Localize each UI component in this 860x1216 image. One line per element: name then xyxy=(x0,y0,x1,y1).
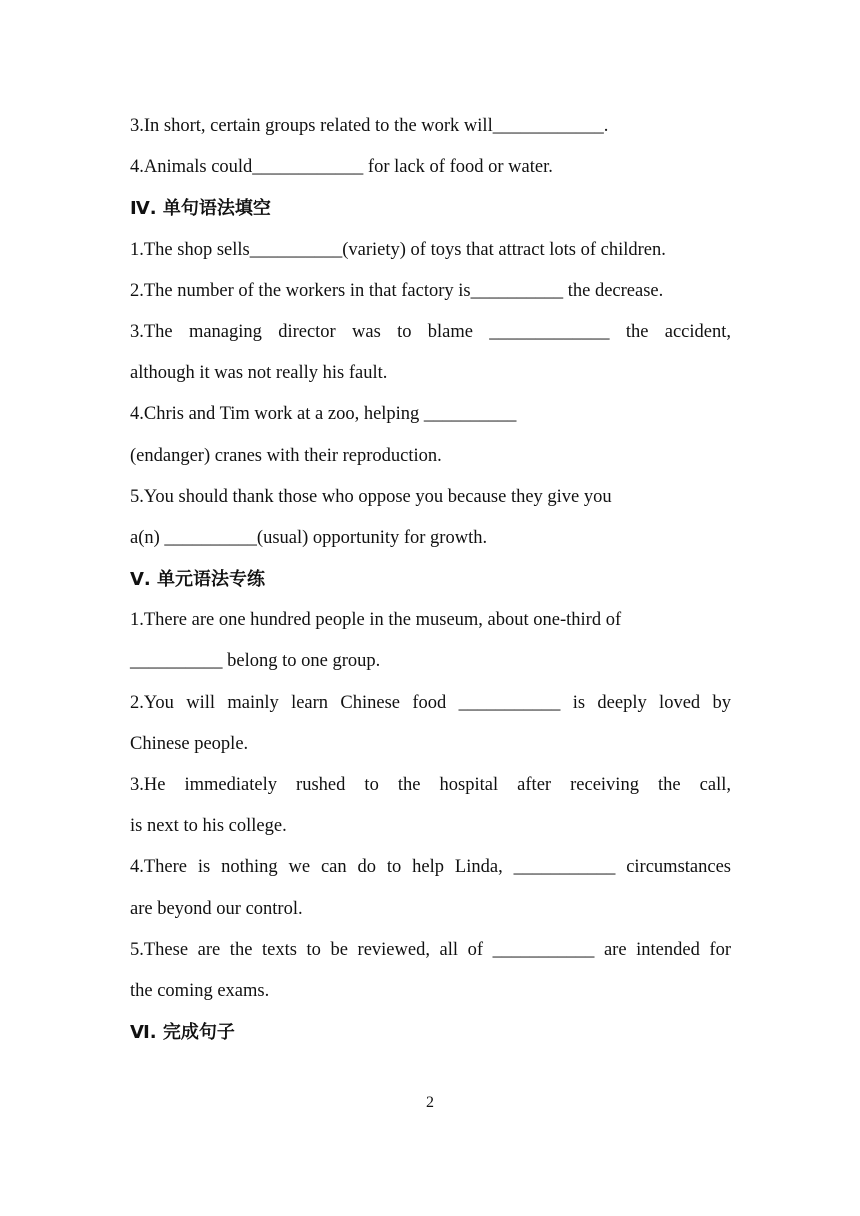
document-body xyxy=(130,106,731,1053)
exercise-line: __________ belong to one group. xyxy=(130,651,381,672)
exercise-line: is next to his college. xyxy=(130,816,287,837)
exercise-line: are beyond our control. xyxy=(130,898,303,919)
exercise-line: 5.You should thank those who oppose you because they give you xyxy=(130,486,612,507)
exercise-line: 1.The shop sells__________(variety) of toys that attract lots of children. xyxy=(130,239,666,260)
exercise-line: 3.In short, certain groups related to the work will____________. xyxy=(130,116,609,136)
exercise-line: 1.There are one hundred people in the museum, about one-third of xyxy=(130,610,622,631)
exercise-line: 3.He immediately rushed to the hospital after receiving the call, xyxy=(130,775,731,795)
exercise-line: 3.The managing director was to blame _____________ the accident, xyxy=(130,321,731,342)
section-heading: Ⅴ. 单元语法专练 xyxy=(130,569,266,591)
exercise-line: a(n) __________(usual) opportunity for growth. xyxy=(130,527,488,548)
section-heading: Ⅵ. 完成句子 xyxy=(130,1022,235,1044)
exercise-line: 4.Chris and Tim work at a zoo, helping __________ xyxy=(130,404,517,425)
exercise-line: 5.These are the texts to be reviewed, all of ___________ are intended for xyxy=(130,939,731,960)
section-heading: Ⅳ. 单句语法填空 xyxy=(130,198,271,220)
page-number: 2 xyxy=(426,1094,434,1111)
exercise-line: 4.Animals could____________ for lack of food or water. xyxy=(130,157,553,178)
exercise-line: although it was not really his fault. xyxy=(130,363,388,384)
exercise-line: 2.The number of the workers in that factory is__________ the decrease. xyxy=(130,280,664,301)
exercise-line: 4.There is nothing we can do to help Linda, ___________ circumstances xyxy=(130,857,731,878)
exercise-line: (endanger) cranes with their reproduction. xyxy=(130,445,442,466)
exercise-line: 2.You will mainly learn Chinese food ___________ is deeply loved by xyxy=(130,692,731,713)
exercise-line: Chinese people. xyxy=(130,733,249,754)
exercise-line: the coming exams. xyxy=(130,980,270,1001)
